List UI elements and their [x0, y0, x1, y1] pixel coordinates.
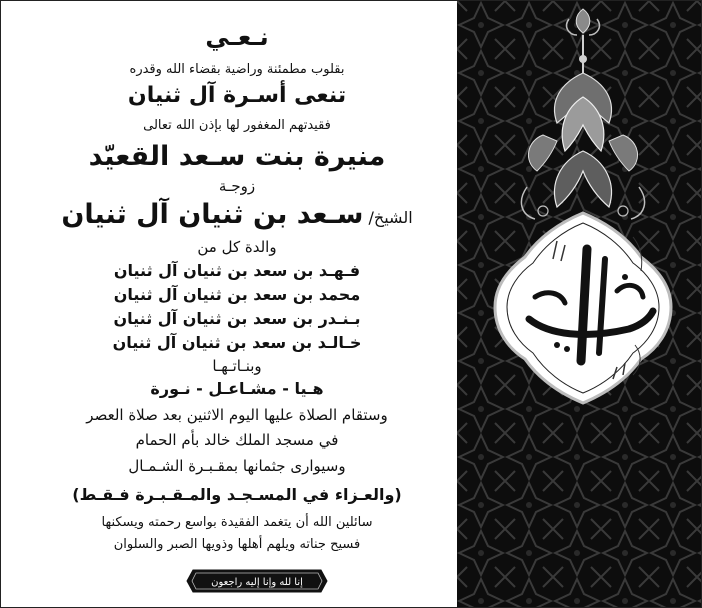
deceased-intro: فقيدتهم المغفور لها بإذن الله تعالى — [143, 118, 331, 133]
geometric-pattern-icon — [457, 1, 701, 607]
supplication-line-2: فسيح جناته ويلهم أهلها وذويها الصبر والسلوان — [113, 537, 361, 552]
condolence-line: (والعـزاء في المسـجـد والمـقـبـرة فـقـط) — [72, 485, 402, 504]
mother-of-label: والدة كل من — [197, 238, 277, 256]
daughters-label: وبنـاتـهـا — [212, 357, 262, 375]
son-item: بـنـدر بن سعد بن ثنيان آل ثنيان — [113, 309, 361, 328]
supplication-line-1: سائلين الله أن يتغمد الفقيدة بواسع رحمته ويسكنها — [101, 515, 373, 530]
husband-name: سـعد بن ثنيان آل ثنيان — [61, 199, 364, 230]
wife-of-label: زوجـة — [218, 177, 256, 195]
son-item: خـالـد بن سعد بن ثنيان آل ثنيان — [112, 333, 362, 352]
son-item: محمد بن سعد بن ثنيان آل ثنيان — [113, 285, 361, 304]
son-item: فـهـد بن سعد بن ثنيان آل ثنيان — [113, 261, 361, 280]
prayer-line: وستقام الصلاة عليها اليوم الاثنين بعد صلاة العصر — [86, 406, 388, 424]
faith-line: بقلوب مطمئنة وراضية بقضاء الله وقدره — [129, 62, 345, 77]
closing-verse-plate — [185, 566, 329, 596]
decorative-side-panel — [457, 1, 701, 607]
notice-title: نـعـي — [205, 23, 269, 51]
deceased-name: منيرة بنت سـعد القعيّد — [88, 141, 386, 172]
family-line: تنعى أسـرة آل ثنيان — [127, 83, 347, 108]
daughters-names: هـيا - مشـاعـل - نـورة — [150, 379, 324, 398]
husband-line — [21, 199, 453, 230]
notice-text-column — [21, 1, 453, 607]
mosque-line: في مسجد الملك خالد بأم الحمام — [135, 431, 339, 449]
burial-line: وسيوارى جثمانها بمقـبـرة الشـمـال — [128, 457, 346, 475]
sheikh-prefix: الشيخ/ — [368, 208, 413, 227]
closing-verse: إنا لله وإنا إليه راجعون — [211, 577, 303, 588]
